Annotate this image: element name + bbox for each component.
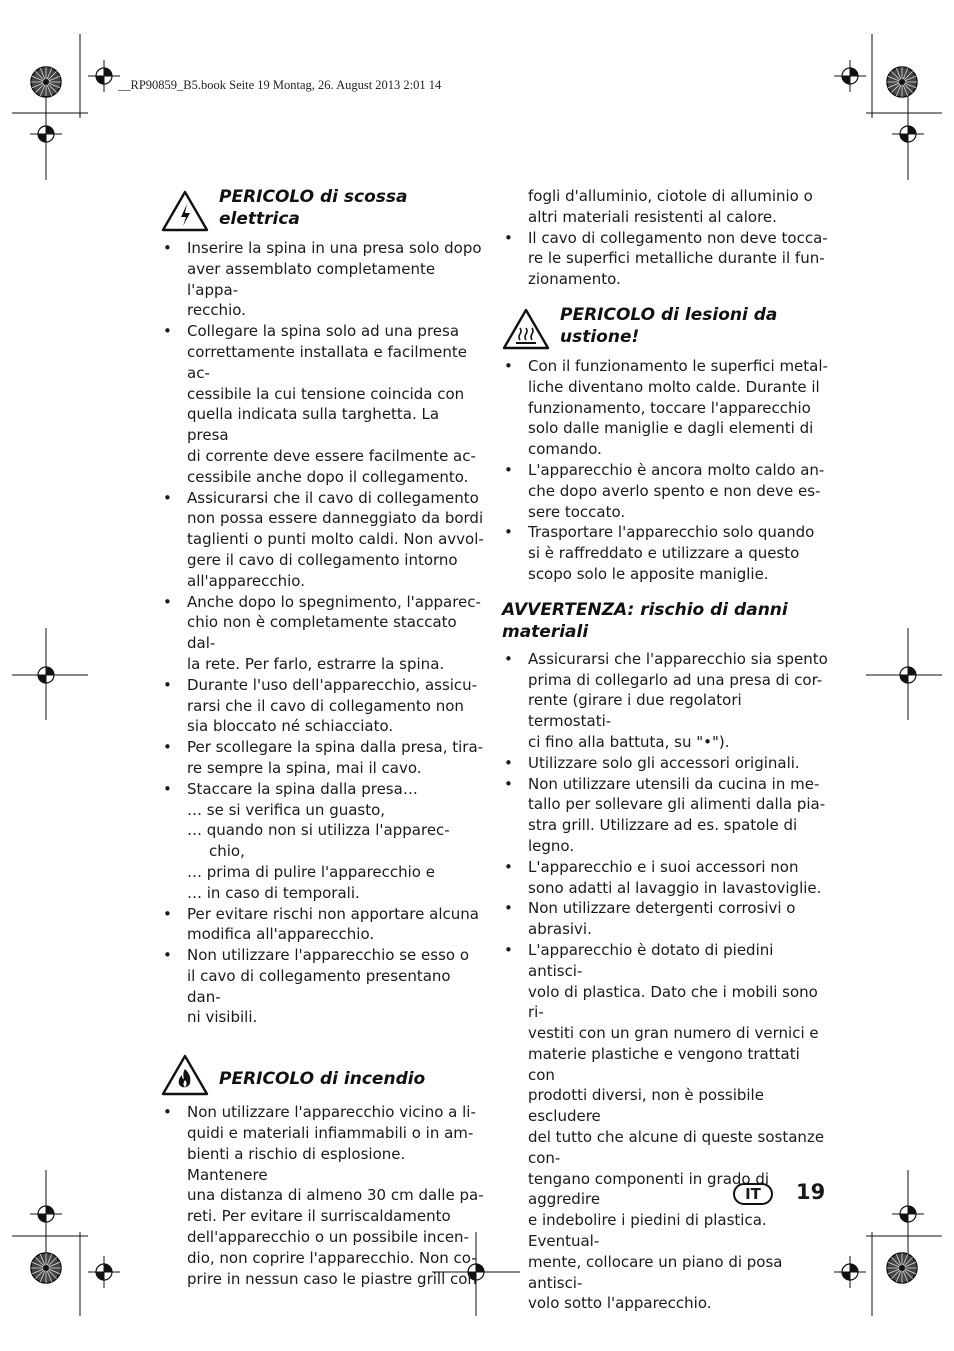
list-item-line: mente, collocare un piano di posa antisci-: [528, 1252, 783, 1292]
fire-list-continued: [502, 186, 828, 228]
text-line: prire in nessun caso le piastre grill con: [187, 1269, 477, 1288]
list-item-line: volo di plastica. Dato che i mobili sono ri-: [528, 982, 818, 1022]
list-item: [161, 945, 485, 1028]
list-item-line: quella indicata sulla targhetta. La presa: [187, 405, 440, 445]
list-item-line: zionamento.: [528, 270, 621, 289]
list-item-line: prima di collegarlo ad una presa di cor-: [528, 670, 823, 689]
fire-heading: [161, 1050, 485, 1096]
list-item-line: correttamente installata e facilmente ac-: [187, 342, 468, 382]
list-item-line: sia bloccato né schiacciato.: [187, 717, 394, 736]
list-item-line: tallo per sollevare gli alimenti dalla pia-: [528, 795, 826, 814]
list-item: [502, 753, 828, 774]
list-item: [161, 904, 485, 946]
list-item-line: volo sotto l'apparecchio.: [528, 1294, 712, 1313]
list-item-line: liche diventano molto calde. Durante il: [528, 377, 820, 396]
list-item: [502, 774, 828, 857]
list-item-line: e indebolire i piedini di plastica. Eventual-: [528, 1211, 767, 1251]
text-line: bienti a rischio di esplosione. Mantenere: [187, 1144, 406, 1184]
list-item-line: abrasivi.: [528, 920, 592, 939]
list-item-line: • Il cavo di collegamento non deve tocca-: [528, 228, 828, 247]
list-item-line: • L'apparecchio è dotato di piedini antisci-: [528, 940, 774, 980]
list-item-line: • Con il funzionamento le superfici metal-: [528, 356, 828, 375]
list-subitem: … prima di pulire l'apparecchio e: [187, 862, 435, 881]
list-item: [502, 940, 828, 1314]
damage-heading: [502, 599, 828, 643]
list-subitem: … se si verifica un guasto,: [187, 800, 386, 819]
list-item: [502, 898, 828, 940]
print-slug: __RP90859_B5.book Seite 19 Montag, 26. August 2013 2:01 14: [118, 78, 442, 92]
list-item-line: ni visibili.: [187, 1008, 258, 1027]
electric-shock-list: [161, 238, 485, 779]
text-line: una distanza di almeno 30 cm dalle pa-: [187, 1186, 484, 1205]
list-item-line: la rete. Per farlo, estrarre la spina.: [187, 654, 445, 673]
list-item: [161, 737, 485, 779]
electric-shock-list-more: [161, 904, 485, 1029]
list-item-line: • Utilizzare solo gli accessori originali.: [528, 753, 800, 772]
list-item-line: il cavo di collegamento presentano dan-: [187, 966, 451, 1006]
burn-list: [502, 356, 828, 585]
list-item-line: • Assicurarsi che l'apparecchio sia spento: [528, 649, 828, 668]
fire-list: [161, 1102, 485, 1289]
electric-shock-section: [161, 186, 485, 1028]
list-item: [502, 228, 828, 290]
list-item-line: del tutto che alcune di queste sostanze con-: [528, 1128, 825, 1167]
list-item-line: vestiti con un gran numero di vernici e: [528, 1024, 819, 1043]
list-item-line: chio non è completamente staccato dal-: [187, 613, 457, 653]
right-column: [502, 186, 828, 1314]
list-item-line: gere il cavo di collegamento intorno: [187, 550, 458, 569]
list-item-line: • Collegare la spina solo ad una presa: [187, 322, 460, 341]
hot-surface-warning-icon: [502, 308, 550, 350]
text-line: fogli d'alluminio, ciotole di alluminio o: [528, 187, 813, 205]
electric-shock-warning-icon: [161, 190, 209, 232]
list-item-line: sere toccato.: [528, 502, 626, 521]
list-subitem: chio,: [209, 842, 245, 861]
list-item-line: cessibile anche dopo il collegamento.: [187, 467, 469, 486]
list-item: [502, 460, 828, 522]
list-item-line: stra grill. Utilizzare ad es. spatole di: [528, 816, 798, 835]
list-item-line: • Per scollegare la spina dalla presa, tira-: [187, 738, 484, 757]
list-item-line: scopo solo le apposite maniglie.: [528, 564, 769, 583]
damage-list: [502, 649, 828, 1315]
list-item-line: di corrente deve essere facilmente ac-: [187, 446, 476, 465]
list-item-line: comando.: [528, 440, 602, 459]
damage-section: [502, 599, 828, 1315]
list-item: [502, 356, 828, 460]
fire-warning-icon: [161, 1054, 209, 1096]
list-item-line: prodotti diversi, non è possibile escludere: [528, 1086, 764, 1126]
list-item-line: funzionamento, toccare l'apparecchio: [528, 398, 811, 417]
list-item-line: recchio.: [187, 301, 246, 320]
list-item-line: • Non utilizzare utensili da cucina in me-: [528, 774, 820, 793]
damage-title: AVVERTENZA: rischio di danni materiali: [502, 599, 788, 642]
list-item-line: cessibile la cui tensione coincida con: [187, 384, 465, 403]
list-item: [161, 238, 485, 321]
list-item: [161, 488, 485, 592]
list-item-line: tengano componenti in grado di aggredire: [528, 1169, 770, 1209]
list-item: [502, 522, 828, 584]
list-item-line: che dopo averlo spento e non deve es-: [528, 481, 821, 500]
fire-list-more: [502, 228, 828, 290]
list-item-line: si è raffreddato e utilizzare a questo: [528, 544, 800, 563]
text-line: dell'apparecchio o un possibile incen-: [187, 1228, 469, 1247]
list-item-line: taglienti o punti molto caldi. Non avvol-: [187, 530, 484, 549]
burn-section: [502, 304, 828, 585]
list-item: [161, 321, 485, 487]
electric-shock-heading: [161, 186, 485, 232]
list-item-line: • Inserire la spina in una presa solo dopo: [187, 239, 482, 257]
list-item-line: sono adatti al lavaggio in lavastoviglie.: [528, 878, 822, 897]
burn-heading: [502, 304, 828, 350]
list-item-line: • Anche dopo lo spegnimento, l'apparec-: [187, 592, 481, 611]
fire-title: PERICOLO di incendio: [219, 1069, 426, 1090]
electric-shock-title: PERICOLO di scossa elettrica: [219, 187, 408, 229]
text-line: reti. Per evitare il surriscaldamento: [187, 1207, 451, 1226]
burn-title: PERICOLO di lesioni da ustione!: [560, 304, 778, 347]
text-line: dio, non coprire l'apparecchio. Non co-: [187, 1248, 477, 1267]
list-item-line: • Non utilizzare l'apparecchio se esso o: [187, 946, 470, 965]
list-item-line: • Durante l'uso dell'apparecchio, assicu-: [187, 675, 478, 694]
fire-section: [161, 1050, 485, 1289]
text-line: • Non utilizzare l'apparecchio vicino a li-: [187, 1103, 476, 1122]
list-item-line: re le superfici metalliche durante il fun-: [528, 249, 825, 268]
list-item: [161, 675, 485, 737]
left-column: [161, 186, 485, 1289]
list-item-line: modifica all'apparecchio.: [187, 925, 375, 944]
list-item-line: rarsi che il cavo di collegamento non: [187, 696, 464, 715]
list-item: [161, 1102, 485, 1289]
list-subitem: … in caso di temporali.: [187, 883, 360, 902]
list-item-line: • Trasportare l'apparecchio solo quando: [528, 523, 815, 542]
list-item-line: rente (girare i due regolatori termostati-: [528, 691, 742, 731]
list-item-line: • L'apparecchio e i suoi accessori non: [528, 857, 799, 876]
page-number: 19: [796, 1180, 826, 1204]
list-item: • Staccare la spina dalla presa…: [161, 779, 485, 800]
list-item-line: legno.: [528, 836, 575, 855]
list-item-line: • Non utilizzare detergenti corrosivi o: [528, 899, 796, 918]
list-item: [502, 857, 828, 899]
list-item-line: solo dalle maniglie e dagli elementi di: [528, 419, 814, 438]
language-badge: IT: [733, 1183, 773, 1205]
list-item-line: all'apparecchio.: [187, 571, 305, 590]
text-line: quidi e materiali infiammabili o in am-: [187, 1124, 474, 1143]
list-item-line: • Per evitare rischi non apportare alcuna: [187, 904, 479, 923]
text-line: altri materiali resistenti al calore.: [528, 207, 777, 226]
list-item-line: re sempre la spina, mai il cavo.: [187, 758, 422, 777]
list-item-line: materie plastiche e vengono trattati con: [528, 1044, 800, 1084]
list-item-line: • L'apparecchio è ancora molto caldo an-: [528, 460, 825, 479]
list-item: [502, 649, 828, 753]
list-item: [161, 592, 485, 675]
list-item-line: ci fino alla battuta, su "•").: [528, 732, 730, 751]
list-subitem: … quando non si utilizza l'apparec-: [187, 821, 450, 840]
list-item-line: aver assemblato completamente l'appa-: [187, 259, 436, 299]
unplug-list: [161, 779, 485, 904]
list-item-line: non possa essere danneggiato da bordi: [187, 509, 484, 528]
list-item-line: • Assicurarsi che il cavo di collegamento: [187, 488, 479, 507]
